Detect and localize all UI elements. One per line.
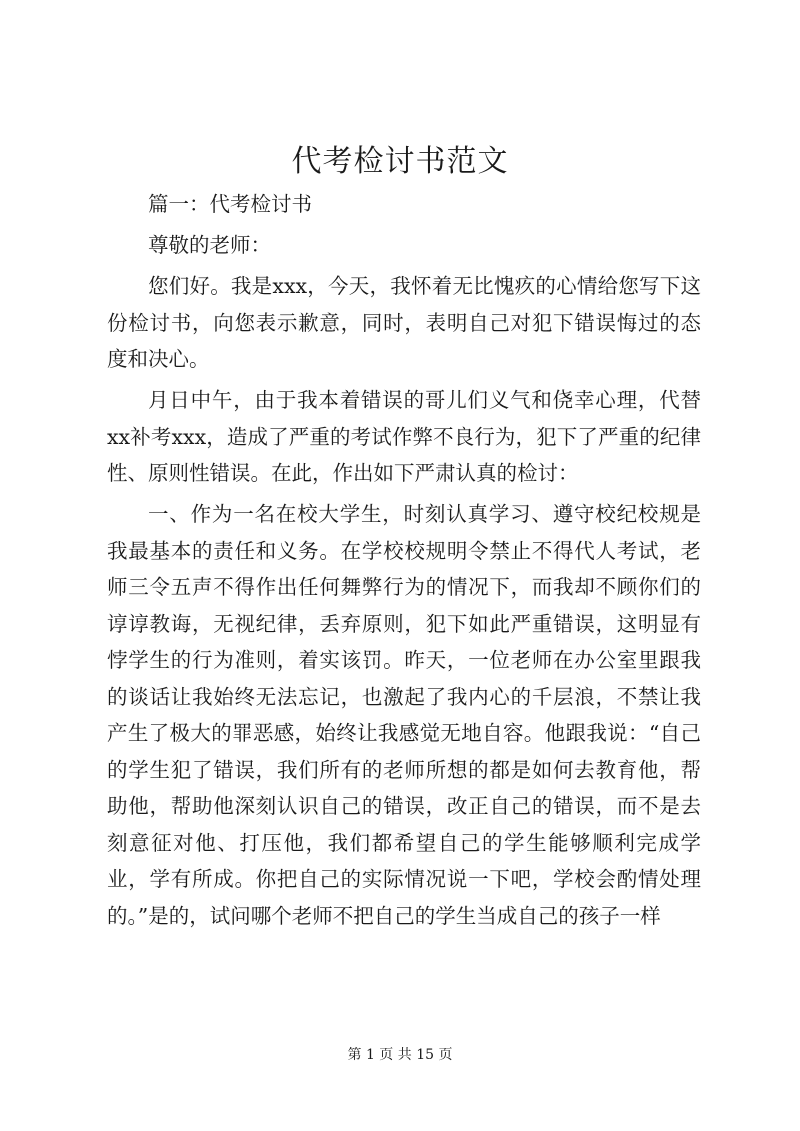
- salutation: 尊敬的老师：: [148, 233, 271, 257]
- body-paragraph: 您们好。我是xxx，今天，我怀着无比愧疚的心情给您写下这份检讨书，向您表示歉意，同时，表明自己对犯下错误悔过的态度和决心。: [107, 274, 701, 371]
- page-number: 第 1 页 共 15 页: [347, 1047, 453, 1063]
- body-paragraph: 一、作为一名在校大学生，时刻认真学习、遵守校纪校规是我最基本的责任和义务。在学校校规明令禁止不得代人考试，老师三令五声不得作出任何舞弊行为的情况下，而我却不顾你们的谆谆教诲，无视纪律，丢弃原则，犯下如此严重错误，这明显有悖学生的行为准则，着实该罚。昨天，一位老师在办公室里跟我的谈话让我始终无法忘记，也激起了我内心的千层浪，不禁让我产生了极大的罪恶感，始终让我感觉无地自容。他跟我说：“自己的学生犯了错误，我们所有的老师所想的都是如何去教育他，帮助他，帮助他深刻认识自己的错误，改正自己的错误，而不是去刻意征对他、打压他，我们都希望自己的学生能够顺利完成学业，学有所成。你把自己的实际情况说一下吧，学校会酌情处理的。”是的，试问哪个老师不把自己的学生当成自己的孩子一样: [107, 502, 701, 928]
- body-paragraph: 月日中午，由于我本着错误的哥儿们义气和侥幸心理，代替xx补考xxx，造成了严重的考试作弊不良行为，犯下了严重的纪律性、原则性错误。在此，作出如下严肃认真的检讨：: [107, 388, 701, 485]
- document-title: 代考检讨书范文: [291, 144, 509, 179]
- document-body: [107, 186, 701, 939]
- section-heading: 篇一：代考检讨书: [148, 192, 312, 216]
